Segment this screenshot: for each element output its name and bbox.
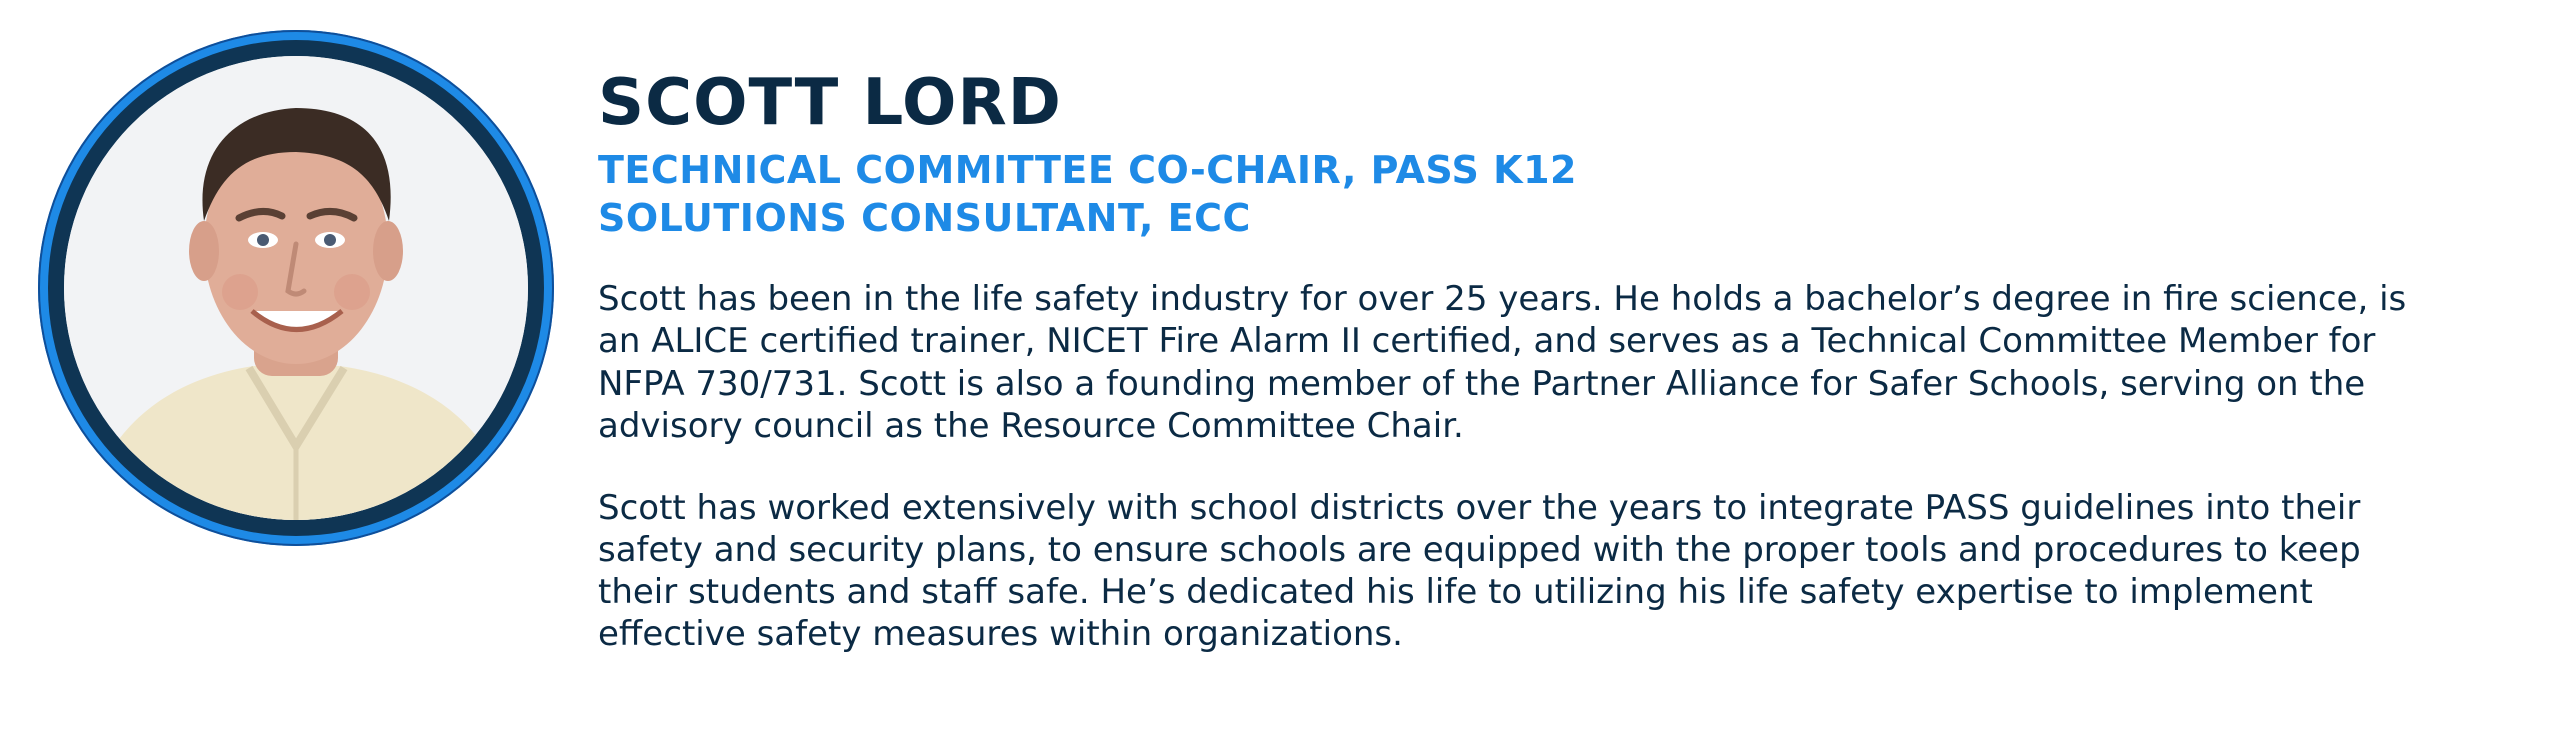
speaker-bio-paragraph-2: Scott has worked extensively with school districts over the years to integrate PASS guidelines into their safety and security plans, to ensure schools are equipped with the proper tools and procedures to keep their students and staff safe. He’s dedicated his life to utilizing his life safety expertise to implement effective safety measures within organizations. xyxy=(598,487,2361,655)
person-portrait-icon xyxy=(64,56,528,520)
speaker-title-1: TECHNICAL COMMITTEE CO-CHAIR, PASS K12 xyxy=(598,148,1577,193)
speaker-name: SCOTT LORD xyxy=(598,66,1062,140)
profile-photo xyxy=(64,56,528,520)
speaker-title-2: SOLUTIONS CONSULTANT, ECC xyxy=(598,195,1251,240)
speaker-bio-paragraph-1: Scott has been in the life safety industry for over 25 years. He holds a bachelor’s degree in fire science, is an ALICE certified trainer, NICET Fire Alarm II certified, and serves as a Technical Committee Member for NFPA 730/731. Scott is also a founding member of the Partner Alliance for Safer Schools, serving on the advisory council as the Resource Committee Chair. xyxy=(598,279,2407,446)
speaker-profile xyxy=(598,66,2478,655)
speaker-titles xyxy=(598,147,2478,242)
profile-photo-frame xyxy=(38,30,554,546)
profile-photo-border xyxy=(48,40,544,536)
